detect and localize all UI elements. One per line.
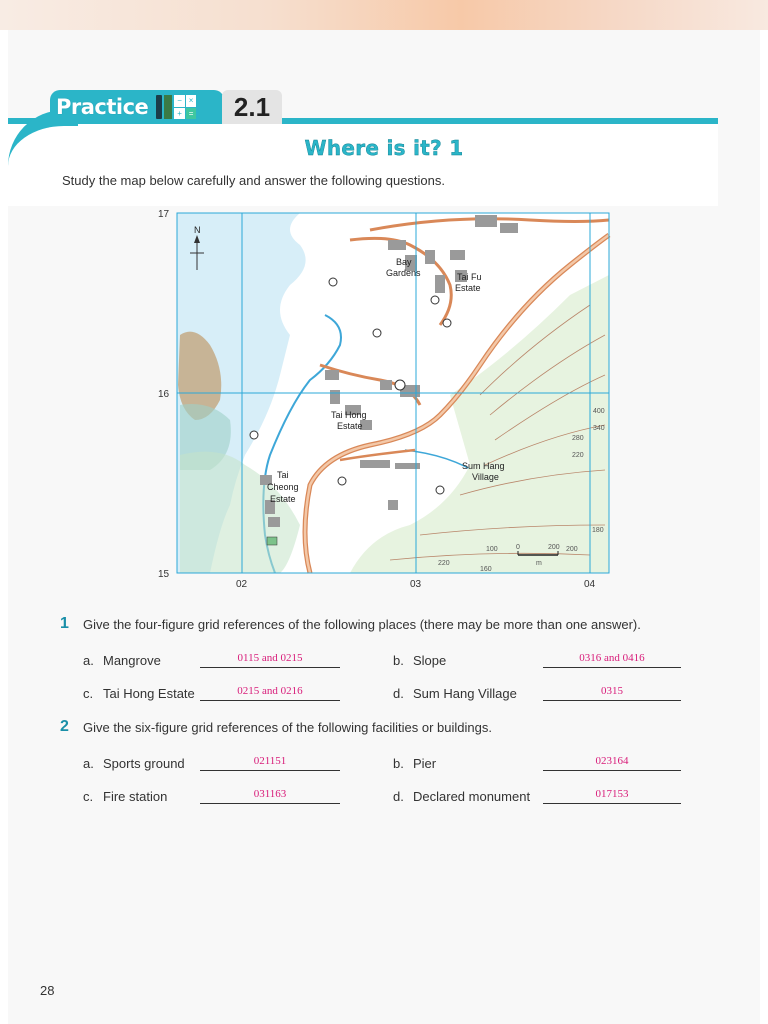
answer-line — [543, 803, 681, 804]
question-1-number: 1 — [60, 615, 69, 632]
place-tai-hong-1: Tai Hong — [331, 410, 367, 420]
contour-label: 400 — [593, 408, 605, 415]
answer-line — [200, 770, 340, 771]
answer-line — [200, 700, 340, 701]
scale-unit: m — [536, 560, 542, 567]
question-2-number: 2 — [60, 718, 69, 735]
north-label: N — [194, 225, 201, 235]
contour-label: 220 — [438, 560, 450, 567]
place-sum-hang-1: Sum Hang — [462, 461, 505, 471]
item-letter: d. — [393, 686, 404, 701]
answer-q1d: 0315 — [601, 685, 623, 697]
item-letter: a. — [83, 756, 94, 771]
section-number: 2.1 — [222, 90, 282, 124]
item-label: Mangrove — [103, 653, 161, 668]
y-label-16: 16 — [158, 389, 170, 400]
contour-label: 200 — [566, 546, 578, 553]
item-letter: c. — [83, 789, 94, 804]
x-label-04: 04 — [584, 579, 596, 590]
contour-label: 100 — [486, 546, 498, 553]
q1-item-a — [83, 653, 161, 668]
top-decorative-strip — [0, 0, 768, 30]
item-letter: c. — [83, 686, 94, 701]
calculator-icon: − × + = — [156, 95, 196, 119]
answer-line — [543, 667, 681, 668]
place-tai-cheong-1: Tai — [277, 470, 289, 480]
q2-item-a — [83, 756, 185, 771]
answer-q1b: 0316 and 0416 — [579, 652, 645, 664]
q1-item-d — [393, 686, 517, 701]
q1-item-b — [393, 653, 446, 668]
place-tai-fu-2: Estate — [455, 283, 481, 293]
q2-item-d — [393, 789, 530, 804]
answer-q2b: 023164 — [595, 755, 629, 767]
item-letter: d. — [393, 789, 404, 804]
item-label: Pier — [413, 756, 437, 771]
answer-line — [543, 770, 681, 771]
scale-zero: 0 — [516, 544, 520, 551]
question-2-text: Give the six-figure grid references of the following facilities or buildings. — [83, 720, 492, 735]
practice-label: Practice — [56, 95, 149, 119]
item-label: Tai Hong Estate — [103, 686, 195, 701]
answer-line — [200, 667, 340, 668]
header-band — [8, 118, 718, 206]
item-label: Sum Hang Village — [413, 686, 517, 701]
answer-q2d: 017153 — [595, 788, 629, 800]
answer-line — [200, 803, 340, 804]
answer-q1a: 0115 and 0215 — [237, 652, 303, 664]
item-label: Declared monument — [413, 789, 531, 804]
q2-item-c — [83, 789, 167, 804]
contour-label: 180 — [592, 527, 604, 534]
page-title: Where is it? 1 — [304, 136, 464, 160]
item-label: Fire station — [103, 789, 168, 804]
item-letter: b. — [393, 653, 404, 668]
place-tai-cheong-3: Estate — [270, 494, 296, 504]
answer-line — [543, 700, 681, 701]
contour-label: 160 — [480, 566, 492, 573]
place-bay-gardens-1: Bay — [396, 257, 412, 267]
topographic-map — [150, 205, 620, 590]
place-bay-gardens-2: Gardens — [386, 268, 421, 278]
q2-item-b — [393, 756, 436, 771]
x-label-02: 02 — [236, 579, 248, 590]
scale-max: 200 — [548, 544, 560, 551]
answer-q1c: 0215 and 0216 — [237, 685, 303, 697]
answer-q2c: 031163 — [253, 788, 287, 800]
contour-label: 220 — [572, 452, 584, 459]
place-tai-hong-2: Estate — [337, 421, 363, 431]
contour-label: 280 — [572, 435, 584, 442]
item-label: Slope — [413, 653, 447, 668]
instruction-text: Study the map below carefully and answer the following questions. — [62, 173, 445, 188]
practice-tab — [50, 90, 224, 124]
item-letter: b. — [393, 756, 404, 771]
page-number: 28 — [40, 983, 55, 998]
item-label: Sports ground — [103, 756, 185, 771]
place-tai-fu-1: Tai Fu — [457, 272, 482, 282]
contour-label: 340 — [593, 425, 605, 432]
y-label-17: 17 — [158, 209, 170, 220]
x-label-03: 03 — [410, 579, 422, 590]
place-sum-hang-2: Village — [472, 472, 499, 482]
item-letter: a. — [83, 653, 94, 668]
q1-item-c — [83, 686, 195, 701]
y-label-15: 15 — [158, 569, 170, 580]
map-svg — [150, 205, 620, 590]
place-tai-cheong-2: Cheong — [267, 482, 299, 492]
question-1-text: Give the four-figure grid references of the following places (there may be more than one answer). — [83, 617, 641, 632]
answer-q2a: 021151 — [253, 755, 287, 767]
